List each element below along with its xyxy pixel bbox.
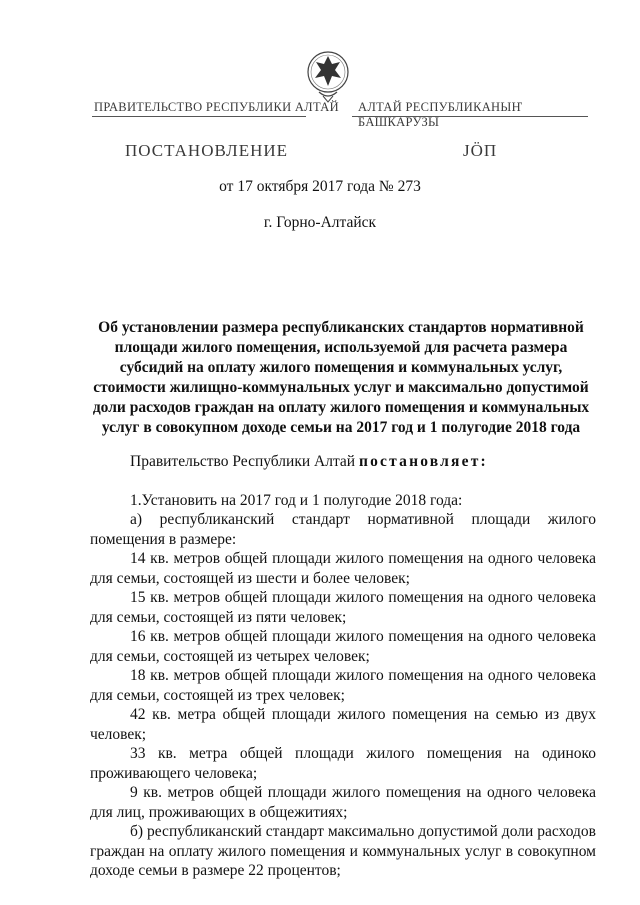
paragraph: 1.Установить на 2017 год и 1 полугодие 2018 года: [130, 491, 463, 509]
preamble [90, 452, 596, 472]
letterhead-rule-right [352, 116, 588, 117]
paragraph: 9 кв. метров общей площади жилого помещения на одного человека для лиц, проживающих в общежитиях; [90, 784, 596, 821]
paragraph: 14 кв. метров общей площади жилого помещения на одного человека для семьи, состоящей из шести и более человек; [90, 550, 596, 587]
doctype-altai: ЈÖП [463, 141, 498, 160]
paragraph: а) республиканский стандарт нормативной площади жилого помещения в размере: [90, 511, 596, 548]
title-line: услуг в совокупном доходе семьи на 2017 год и 1 полугодие 2018 года [101, 419, 581, 436]
title-line: субсидий на оплату жилого помещения и коммунальных услуг, [119, 359, 563, 376]
paragraph: б) республиканский стандарт максимально допустимой доли расходов граждан на оплату жилого помещения и коммунальных услуг в совокупном доходе семьи в размере 22 процентов; [90, 823, 596, 879]
paragraph: 33 кв. метра общей площади жилого помещения на одиноко проживающего человека; [90, 745, 596, 782]
preamble-verb: постановляет: [358, 453, 488, 470]
letterhead-rule-left [92, 116, 306, 117]
document-body [90, 452, 596, 881]
title-line: площади жилого помещения, используемой для расчета размера [114, 339, 568, 356]
paragraph: 18 кв. метров общей площади жилого помещения на одного человека для семьи, состоящей из трех человек; [90, 667, 596, 704]
title-line: стоимости жилищно-коммунальных услуг и максимально допустимой [93, 379, 589, 396]
coat-of-arms-icon [305, 48, 351, 104]
preamble-text: Правительство Республики Алтай [130, 453, 359, 470]
paragraph: 15 кв. метров общей площади жилого помещения на одного человека для семьи, состоящей из пяти человек; [90, 589, 596, 626]
document-city: г. Горно-Алтайск [263, 214, 377, 231]
doctype-russian: ПОСТАНОВЛЕНИЕ [125, 141, 289, 160]
paragraph: 16 кв. метров общей площади жилого помещения на одного человека для семьи, состоящей из четырех человек; [90, 628, 596, 665]
title-line: Об установлении размера республиканских стандартов нормативной [98, 319, 584, 336]
org-name-russian: ПРАВИТЕЛЬСТВО РЕСПУБЛИКИ АЛТАЙ [94, 100, 339, 114]
org-name-altai: АЛТАЙ РЕСПУБЛИКАНЫҤ БАШКАРУЗЫ [358, 100, 523, 129]
title-line: доли расходов граждан на оплату жилого помещения и коммунальных [92, 399, 590, 416]
paragraph: 42 кв. метра общей площади жилого помещения на семью из двух человек; [90, 706, 596, 743]
document-title [90, 318, 592, 438]
document-date: от 17 октября 2017 года № 273 [219, 178, 421, 195]
